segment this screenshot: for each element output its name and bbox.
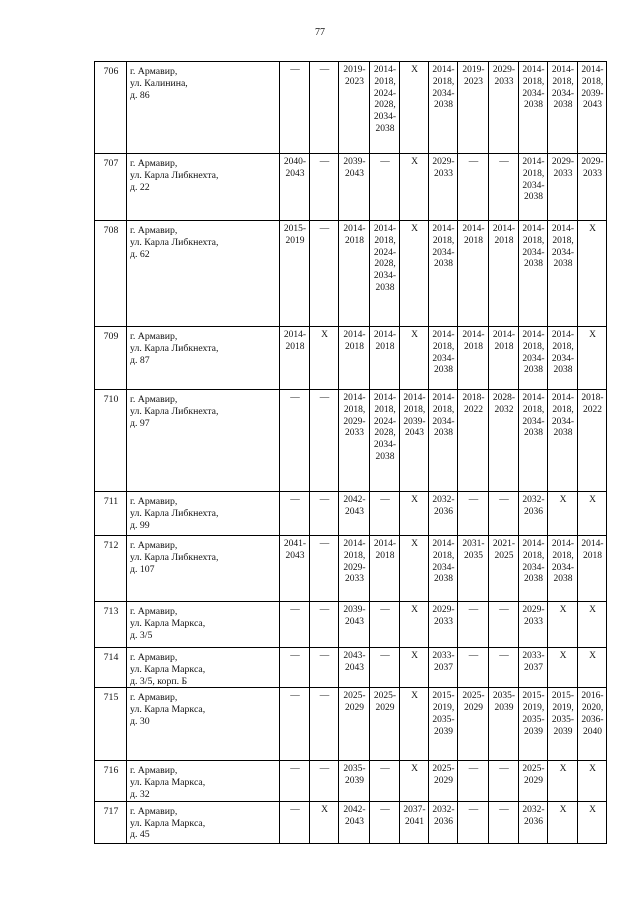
- period-cell: 2014- 2018, 2034- 2038: [548, 221, 578, 327]
- period-cell: —: [310, 492, 339, 536]
- period-cell: —: [310, 62, 339, 154]
- address-cell: г. Армавир, ул. Карла Либкнехта, д. 97: [127, 390, 280, 492]
- period-cell: X: [548, 602, 578, 648]
- period-cell: 2015- 2019, 2035- 2039: [429, 688, 458, 761]
- period-cell: 2032- 2036: [429, 801, 458, 843]
- period-cell: X: [400, 761, 429, 801]
- period-cell: 2025- 2029: [519, 761, 548, 801]
- period-cell: 2014- 2018, 2034- 2038: [548, 327, 578, 390]
- period-cell: 2042- 2043: [339, 492, 370, 536]
- period-cell: X: [400, 492, 429, 536]
- period-cell: 2035- 2039: [339, 761, 370, 801]
- period-cell: 2041- 2043: [280, 536, 310, 602]
- period-cell: 2014- 2018: [458, 221, 489, 327]
- period-cell: X: [548, 648, 578, 688]
- period-cell: 2042- 2043: [339, 801, 370, 843]
- period-cell: —: [489, 648, 519, 688]
- period-cell: 2014- 2018, 2029- 2033: [339, 390, 370, 492]
- period-cell: 2029- 2033: [519, 602, 548, 648]
- period-cell: 2029- 2033: [548, 154, 578, 221]
- period-cell: 2014- 2018, 2034- 2038: [429, 62, 458, 154]
- period-cell: 2025- 2029: [458, 688, 489, 761]
- row-number: 714: [95, 648, 127, 688]
- period-cell: —: [280, 801, 310, 843]
- period-cell: 2015- 2019, 2035- 2039: [548, 688, 578, 761]
- page-number: 77: [315, 27, 325, 38]
- period-cell: 2014- 2018, 2034- 2038: [429, 221, 458, 327]
- address-cell: г. Армавир, ул. Карла Маркса, д. 32: [127, 761, 280, 801]
- period-cell: 2032- 2036: [519, 492, 548, 536]
- period-cell: —: [458, 648, 489, 688]
- period-cell: 2014- 2018, 2034- 2038: [548, 390, 578, 492]
- period-cell: 2014- 2018, 2034- 2038: [519, 62, 548, 154]
- table-row: [95, 62, 607, 154]
- period-cell: X: [578, 492, 607, 536]
- period-cell: 2014- 2018, 2039- 2043: [400, 390, 429, 492]
- table-row: [95, 648, 607, 688]
- period-cell: X: [578, 327, 607, 390]
- period-cell: —: [370, 648, 400, 688]
- period-cell: 2029- 2033: [578, 154, 607, 221]
- address-cell: г. Армавир, ул. Карла Либкнехта, д. 99: [127, 492, 280, 536]
- period-cell: —: [280, 761, 310, 801]
- period-cell: —: [310, 602, 339, 648]
- period-cell: X: [548, 801, 578, 843]
- period-cell: —: [280, 492, 310, 536]
- period-cell: —: [310, 536, 339, 602]
- table-row: [95, 221, 607, 327]
- period-cell: X: [310, 327, 339, 390]
- period-cell: 2032- 2036: [429, 492, 458, 536]
- row-number: 708: [95, 221, 127, 327]
- period-cell: —: [310, 688, 339, 761]
- period-cell: 2033- 2037: [429, 648, 458, 688]
- period-cell: 2014- 2018, 2034- 2038: [429, 536, 458, 602]
- period-cell: —: [280, 688, 310, 761]
- address-cell: г. Армавир, ул. Карла Либкнехта, д. 107: [127, 536, 280, 602]
- period-cell: 2037- 2041: [400, 801, 429, 843]
- period-cell: 2021- 2025: [489, 536, 519, 602]
- period-cell: 2014- 2018, 2034- 2038: [519, 390, 548, 492]
- period-cell: 2014- 2018: [280, 327, 310, 390]
- period-cell: 2016- 2020, 2036- 2040: [578, 688, 607, 761]
- period-cell: 2014- 2018, 2034- 2038: [429, 390, 458, 492]
- period-cell: X: [578, 221, 607, 327]
- period-cell: —: [280, 602, 310, 648]
- period-cell: 2043- 2043: [339, 648, 370, 688]
- period-cell: 2029- 2033: [489, 62, 519, 154]
- table-row: [95, 801, 607, 843]
- period-cell: 2014- 2018: [489, 327, 519, 390]
- period-cell: 2014- 2018, 2024- 2028, 2034- 2038: [370, 221, 400, 327]
- period-cell: 2014- 2018: [458, 327, 489, 390]
- period-cell: —: [489, 154, 519, 221]
- period-cell: 2014- 2018, 2029- 2033: [339, 536, 370, 602]
- period-cell: —: [489, 801, 519, 843]
- period-cell: X: [578, 801, 607, 843]
- period-cell: X: [400, 688, 429, 761]
- period-cell: —: [280, 390, 310, 492]
- period-cell: 2033- 2037: [519, 648, 548, 688]
- period-cell: X: [400, 221, 429, 327]
- period-cell: —: [310, 221, 339, 327]
- period-cell: 2014- 2018, 2034- 2038: [548, 536, 578, 602]
- period-cell: 2014- 2018, 2024- 2028, 2034- 2038: [370, 390, 400, 492]
- period-cell: —: [310, 390, 339, 492]
- row-number: 713: [95, 602, 127, 648]
- period-cell: X: [400, 602, 429, 648]
- address-cell: г. Армавир, ул. Карла Маркса, д. 45: [127, 801, 280, 843]
- table-row: [95, 761, 607, 801]
- period-cell: 2014- 2018: [339, 327, 370, 390]
- period-cell: 2014- 2018, 2039- 2043: [578, 62, 607, 154]
- period-cell: X: [548, 761, 578, 801]
- period-cell: —: [280, 648, 310, 688]
- row-number: 717: [95, 801, 127, 843]
- period-cell: 2019- 2023: [458, 62, 489, 154]
- period-cell: 2029- 2033: [429, 154, 458, 221]
- period-cell: 2014- 2018: [370, 536, 400, 602]
- period-cell: X: [400, 62, 429, 154]
- period-cell: 2039- 2043: [339, 154, 370, 221]
- period-cell: —: [280, 62, 310, 154]
- period-cell: 2015- 2019: [280, 221, 310, 327]
- period-cell: —: [458, 602, 489, 648]
- period-cell: 2040- 2043: [280, 154, 310, 221]
- address-cell: г. Армавир, ул. Карла Либкнехта, д. 22: [127, 154, 280, 221]
- period-cell: —: [458, 154, 489, 221]
- table-row: [95, 602, 607, 648]
- period-cell: X: [578, 648, 607, 688]
- period-cell: —: [370, 154, 400, 221]
- period-cell: 2018- 2022: [458, 390, 489, 492]
- period-cell: 2018- 2022: [578, 390, 607, 492]
- period-cell: 2014- 2018: [578, 536, 607, 602]
- period-cell: 2028- 2032: [489, 390, 519, 492]
- period-cell: 2014- 2018, 2034- 2038: [519, 154, 548, 221]
- table-row: [95, 154, 607, 221]
- row-number: 706: [95, 62, 127, 154]
- period-cell: —: [370, 492, 400, 536]
- period-cell: X: [578, 602, 607, 648]
- period-cell: —: [310, 648, 339, 688]
- period-cell: 2035- 2039: [489, 688, 519, 761]
- row-number: 707: [95, 154, 127, 221]
- address-cell: г. Армавир, ул. Калинина, д. 86: [127, 62, 280, 154]
- period-cell: —: [489, 602, 519, 648]
- period-cell: —: [458, 761, 489, 801]
- period-cell: 2029- 2033: [429, 602, 458, 648]
- period-cell: X: [578, 761, 607, 801]
- address-cell: г. Армавир, ул. Карла Либкнехта, д. 87: [127, 327, 280, 390]
- row-number: 710: [95, 390, 127, 492]
- address-cell: г. Армавир, ул. Карла Маркса, д. 3/5: [127, 602, 280, 648]
- period-cell: 2031- 2035: [458, 536, 489, 602]
- period-cell: 2014- 2018, 2034- 2038: [519, 327, 548, 390]
- row-number: 711: [95, 492, 127, 536]
- period-cell: X: [400, 154, 429, 221]
- period-cell: 2014- 2018, 2034- 2038: [548, 62, 578, 154]
- row-number: 712: [95, 536, 127, 602]
- period-cell: 2025- 2029: [370, 688, 400, 761]
- table-row: [95, 492, 607, 536]
- schedule-table: [94, 61, 607, 844]
- period-cell: —: [489, 492, 519, 536]
- period-cell: —: [458, 492, 489, 536]
- table-row: [95, 536, 607, 602]
- row-number: 716: [95, 761, 127, 801]
- period-cell: —: [310, 154, 339, 221]
- period-cell: 2014- 2018, 2034- 2038: [519, 536, 548, 602]
- period-cell: —: [489, 761, 519, 801]
- period-cell: X: [400, 648, 429, 688]
- row-number: 715: [95, 688, 127, 761]
- address-cell: г. Армавир, ул. Карла Либкнехта, д. 62: [127, 221, 280, 327]
- period-cell: 2014- 2018, 2024- 2028, 2034- 2038: [370, 62, 400, 154]
- period-cell: X: [400, 536, 429, 602]
- address-cell: г. Армавир, ул. Карла Маркса, д. 3/5, корп. Б: [127, 648, 280, 688]
- period-cell: X: [310, 801, 339, 843]
- period-cell: 2014- 2018, 2034- 2038: [519, 221, 548, 327]
- period-cell: 2014- 2018, 2034- 2038: [429, 327, 458, 390]
- period-cell: 2032- 2036: [519, 801, 548, 843]
- period-cell: 2019- 2023: [339, 62, 370, 154]
- period-cell: 2025- 2029: [429, 761, 458, 801]
- period-cell: —: [458, 801, 489, 843]
- period-cell: X: [548, 492, 578, 536]
- row-number: 709: [95, 327, 127, 390]
- period-cell: 2039- 2043: [339, 602, 370, 648]
- period-cell: —: [370, 602, 400, 648]
- period-cell: 2014- 2018: [339, 221, 370, 327]
- period-cell: 2025- 2029: [339, 688, 370, 761]
- table-row: [95, 688, 607, 761]
- period-cell: —: [370, 801, 400, 843]
- table-row: [95, 327, 607, 390]
- table-row: [95, 390, 607, 492]
- period-cell: X: [400, 327, 429, 390]
- address-cell: г. Армавир, ул. Карла Маркса, д. 30: [127, 688, 280, 761]
- period-cell: —: [310, 761, 339, 801]
- period-cell: —: [370, 761, 400, 801]
- period-cell: 2015- 2019, 2035- 2039: [519, 688, 548, 761]
- period-cell: 2014- 2018: [370, 327, 400, 390]
- period-cell: 2014- 2018: [489, 221, 519, 327]
